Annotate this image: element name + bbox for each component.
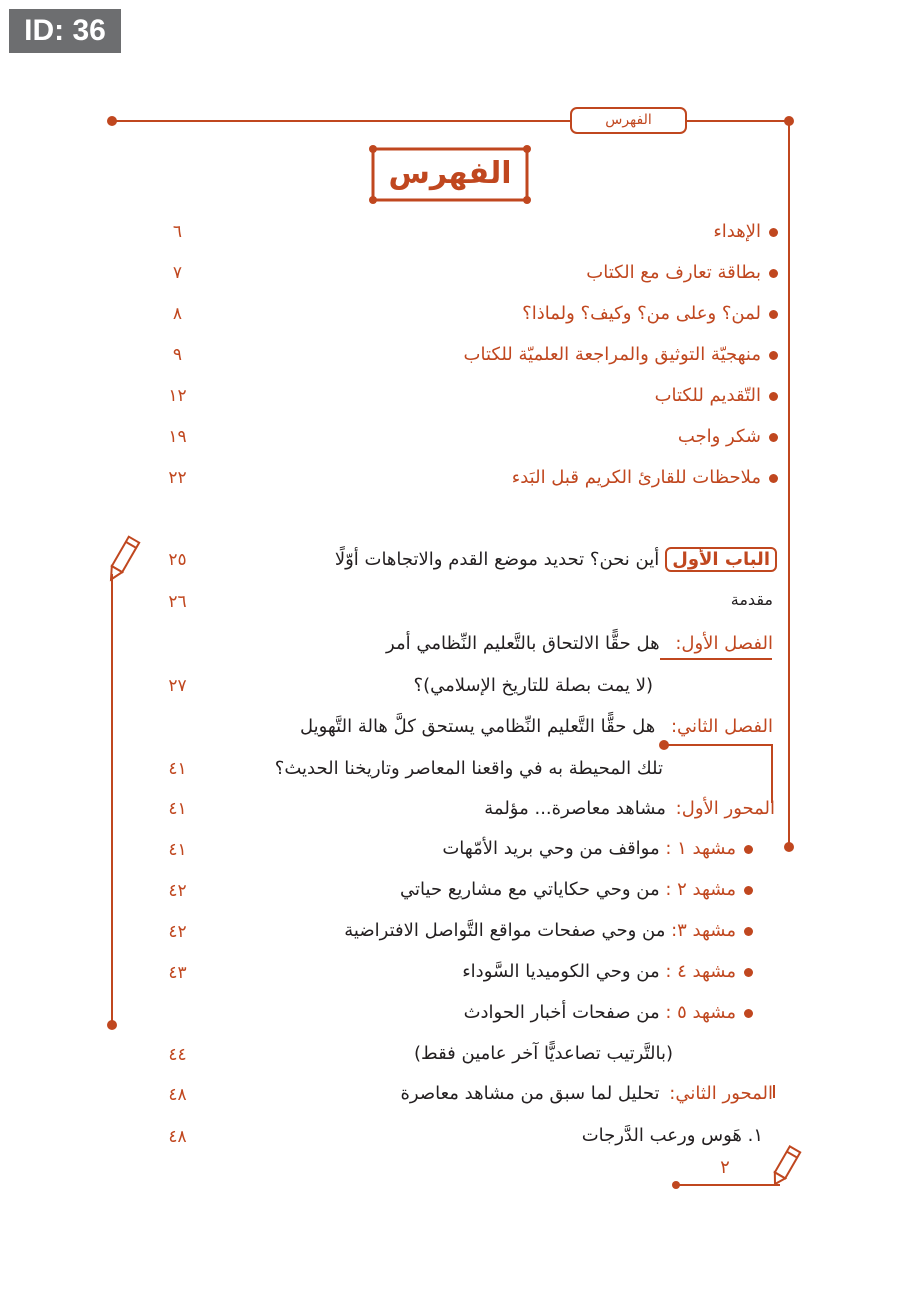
bullet-icon: [769, 351, 778, 360]
toc-entry[interactable]: ١. هَوس ورعب الدَّرجات: [581, 1125, 763, 1146]
page-ref: ١٢: [168, 386, 187, 406]
scene-label: مشهد ٥ :: [665, 1002, 736, 1023]
id-badge: ID: 36: [9, 9, 121, 53]
page-ref: ٤٤: [168, 1045, 187, 1065]
toc-entry-intro[interactable]: مقدمة: [730, 590, 773, 609]
chapter-title-line1: هل حقًّا الالتحاق بالتَّعليم النِّظامي أمر: [386, 633, 660, 654]
toc-entry[interactable]: [522, 303, 778, 324]
page-ref: ٢٥: [168, 550, 187, 570]
part-title: أين نحن؟ تحديد موضع القدم والاتجاهات أوّلًا: [334, 549, 660, 570]
axis-title: تحليل لما سبق من مشاهد معاصرة: [400, 1083, 660, 1104]
chapter-label: الفصل الأول:: [675, 633, 773, 654]
pencil-icon: [106, 537, 139, 583]
part-badge: الباب الأول: [665, 547, 777, 572]
scene-label: مشهد ١ :: [665, 838, 736, 859]
scene-entry[interactable]: [442, 838, 753, 859]
scene-entry[interactable]: [344, 920, 753, 941]
page-ref: ٤٢: [168, 922, 187, 942]
scene-label: مشهد ٤ :: [665, 961, 736, 982]
chapter-title-line1: هل حقًّا التَّعليم النِّظامي يستحق كلَّ هالة التَّهويل: [299, 716, 656, 737]
entry-label: التّقديم للكتاب: [654, 385, 761, 406]
bullet-icon: [769, 392, 778, 401]
axis-label: المحور الثاني:: [669, 1083, 773, 1104]
entry-label: شكر واجب: [677, 426, 761, 447]
chapter-title-line2: تلك المحيطة به في واقعنا المعاصر وتاريخنا الحديث؟: [274, 758, 663, 779]
page-ref: ٤٨: [168, 1127, 187, 1147]
scene-title: من وحي صفحات مواقع التَّواصل الافتراضية: [344, 920, 666, 941]
toc-entry[interactable]: [713, 221, 778, 242]
bullet-icon: [769, 433, 778, 442]
page-ref: ٤١: [168, 799, 187, 819]
scene-title: من صفحات أخبار الحوادث: [463, 1002, 660, 1023]
toc-entry[interactable]: [586, 262, 778, 283]
scene-entry[interactable]: [464, 1002, 753, 1023]
entry-label: منهجيّة التوثيق والمراجعة العلميّة للكتاب: [463, 344, 761, 365]
bullet-icon: [744, 968, 753, 977]
chapter-heading[interactable]: [386, 633, 773, 654]
pencil-icon: [770, 1146, 800, 1187]
page-ref: ٤٨: [168, 1085, 187, 1105]
bullet-icon: [744, 886, 753, 895]
scene-title: من وحي حكاياتي مع مشاريع حياتي: [400, 879, 660, 900]
bullet-icon: [769, 228, 778, 237]
page-ref: ٢٧: [168, 676, 187, 696]
scene-label: مشهد ٣:: [671, 920, 736, 941]
scene-continuation: (بالتَّرتيب تصاعديًّا آخر عامين فقط): [413, 1043, 673, 1064]
scene-entry[interactable]: [400, 879, 753, 900]
scene-title: من وحي الكوميديا السَّوداء: [462, 961, 660, 982]
entry-label: بطاقة تعارف مع الكتاب: [586, 262, 761, 283]
entry-label: ملاحظات للقارئ الكريم قبل البَدء: [511, 467, 761, 488]
chapter-heading[interactable]: [300, 716, 773, 737]
scene-label: مشهد ٢ :: [665, 879, 736, 900]
scene-title: مواقف من وحي بريد الأمّهات: [442, 838, 660, 859]
axis-heading[interactable]: [400, 1083, 773, 1104]
part-heading[interactable]: [335, 547, 777, 572]
toc-entry[interactable]: [464, 344, 778, 365]
page-ref: ٤١: [168, 840, 187, 860]
scene-entry[interactable]: [462, 961, 753, 982]
bullet-icon: [769, 269, 778, 278]
page-ref: ٦: [172, 222, 183, 242]
axis-title: مشاهد معاصرة... مؤلمة: [484, 798, 666, 819]
page-ref: ٤٣: [168, 963, 187, 983]
toc-entry[interactable]: [655, 385, 778, 406]
toc-entry[interactable]: [678, 426, 778, 447]
page-ref: ٤١: [168, 759, 187, 779]
page-number: ٢: [720, 1157, 730, 1178]
bullet-icon: [744, 1009, 753, 1018]
axis-heading[interactable]: [484, 798, 775, 819]
page-title: الفهرس: [388, 155, 512, 191]
entry-label: الإهداء: [713, 221, 761, 242]
page-ref: ٤٢: [168, 881, 187, 901]
page-ref: ٢٢: [168, 468, 187, 488]
chapter-title-line2: (لا يمت بصلة للتاريخ الإسلامي)؟: [413, 675, 653, 696]
toc-entry[interactable]: [512, 467, 778, 488]
bullet-icon: [744, 845, 753, 854]
page-ref: ٩: [172, 345, 183, 365]
page-ref: ١٩: [168, 427, 187, 447]
page-ref: ٧: [172, 263, 183, 283]
header-label: الفهرس: [605, 112, 652, 128]
bullet-icon: [769, 474, 778, 483]
axis-label: المحور الأول:: [675, 798, 775, 819]
bullet-icon: [744, 927, 753, 936]
page-ref: ٨: [172, 304, 183, 324]
page-ref: ٢٦: [168, 592, 187, 612]
bullet-icon: [769, 310, 778, 319]
chapter-label: الفصل الثاني:: [670, 716, 773, 737]
entry-label: لمن؟ وعلى من؟ وكيف؟ ولماذا؟: [522, 303, 761, 324]
